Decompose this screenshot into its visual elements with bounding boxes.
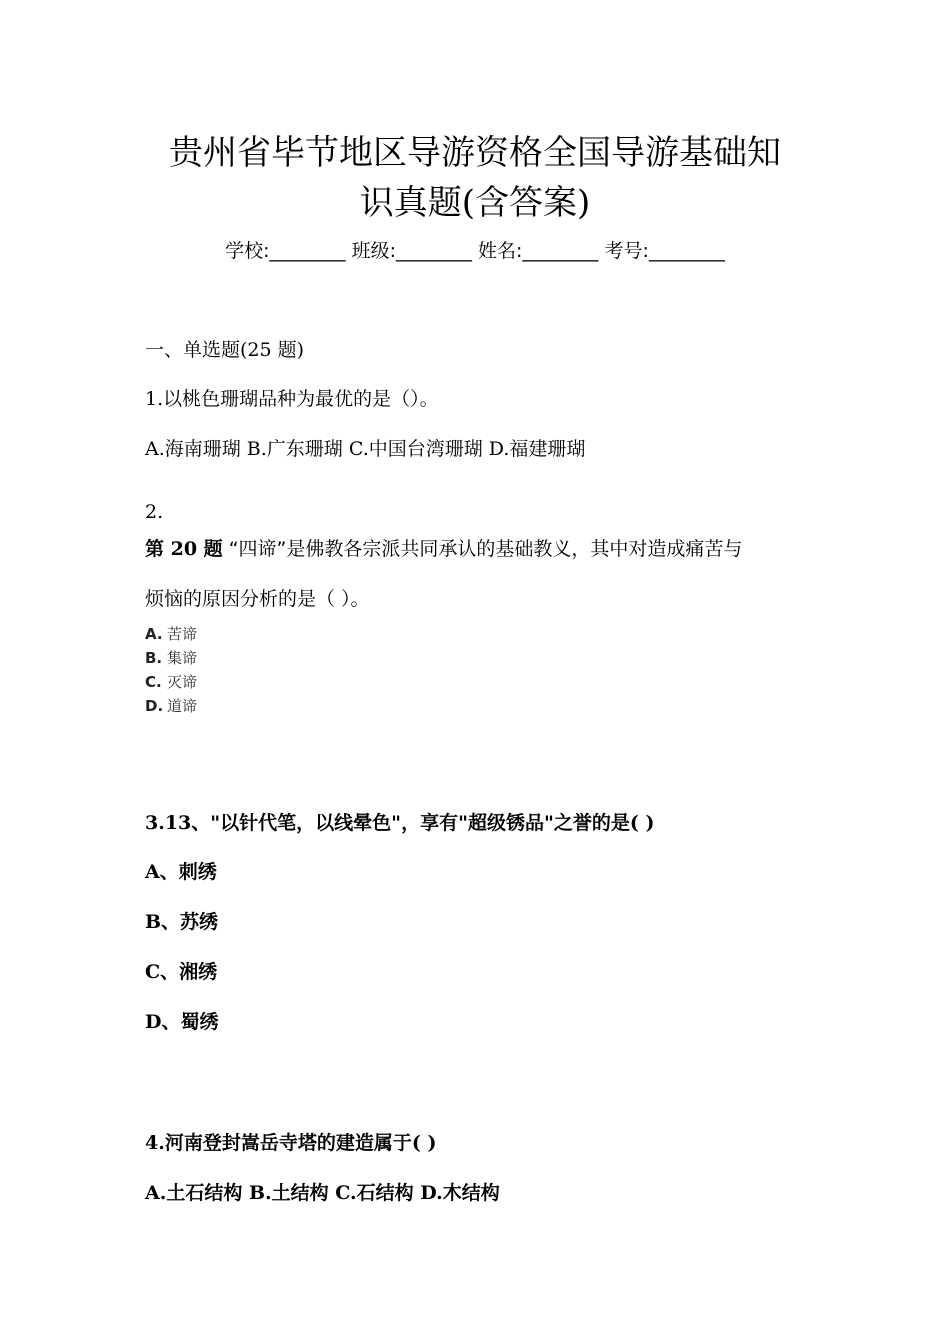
question-1-options: A.海南珊瑚 B.广东珊瑚 C.中国台湾珊瑚 D.福建珊瑚 xyxy=(145,438,586,460)
question-2-stem-line-1 xyxy=(145,536,742,562)
document-title-line-1: 贵州省毕节地区导游资格全国导游基础知 xyxy=(169,133,781,173)
question-2-stem-line-2: 烦恼的原因分析的是（ ）。 xyxy=(145,588,370,610)
question-2-number: 2. xyxy=(145,501,164,523)
question-4-options: A.土石结构 B.土结构 C.石结构 D.木结构 xyxy=(145,1182,500,1204)
question-1-stem: 1.以桃色珊瑚品种为最优的是（）。 xyxy=(145,388,439,410)
question-2-label: 第 20 题 xyxy=(145,538,223,560)
student-info-line: 学校:________ 班级:________ 姓名:________ 考号:________ xyxy=(225,240,725,262)
question-3-option-a: A、刺绣 xyxy=(145,861,217,883)
question-2-option-b: B. 集谛 xyxy=(145,649,198,667)
question-2-option-a: A. 苦谛 xyxy=(145,625,198,643)
question-3-option-c: C、湘绣 xyxy=(145,961,218,983)
section-heading: 一、单选题(25 题) xyxy=(145,339,305,361)
question-3-option-d: D、蜀绣 xyxy=(145,1011,219,1033)
question-4-stem: 4.河南登封嵩岳寺塔的建造属于( ) xyxy=(145,1132,437,1154)
document-title-line-2: 识真题(含答案) xyxy=(359,183,591,223)
question-2-stem-text: “四谛”是佛教各宗派共同承认的基础教义，其中对造成痛苦与 xyxy=(228,538,743,560)
question-3-option-b: B、苏绣 xyxy=(145,911,219,933)
question-2-option-d: D. 道谛 xyxy=(145,697,198,715)
question-3-stem: 3.13、"以针代笔，以线晕色"，享有"超级锈品"之誉的是( ) xyxy=(145,812,655,834)
question-2-option-c: C. 灭谛 xyxy=(145,673,198,691)
